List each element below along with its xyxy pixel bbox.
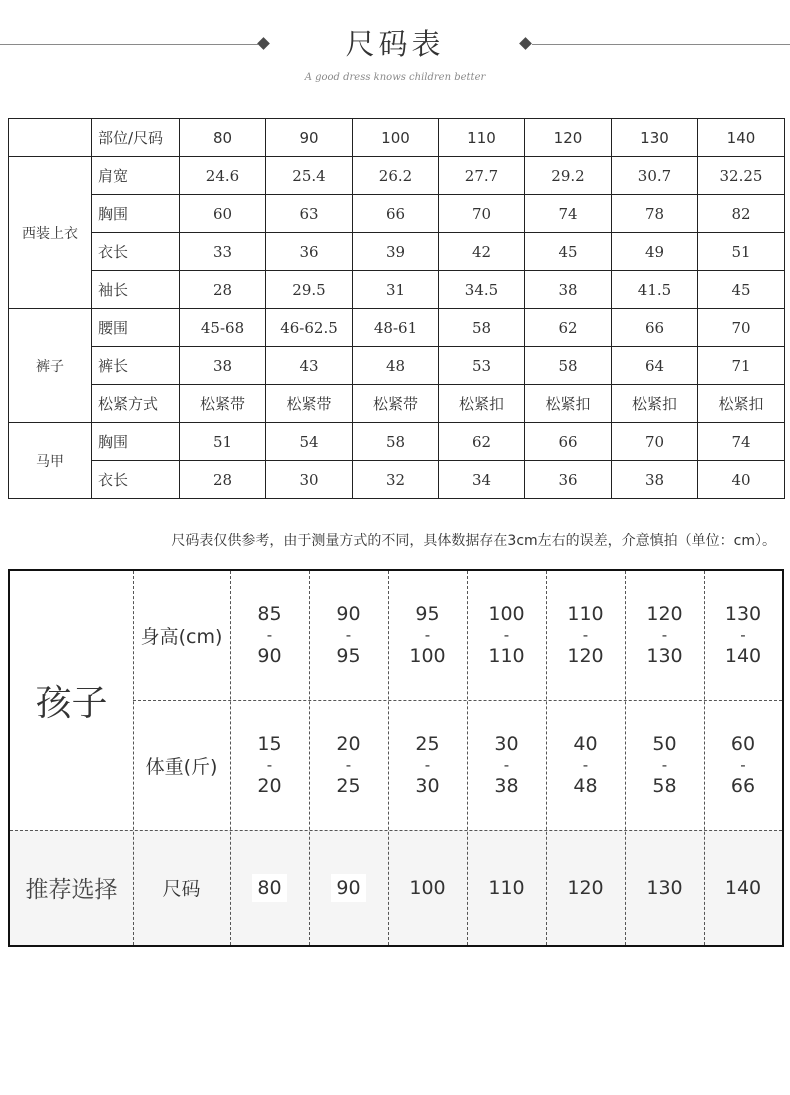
range-dash: - [582, 626, 589, 644]
value-cell: 70 [698, 309, 785, 347]
size-header-cell: 90 [266, 119, 353, 157]
part-cell: 袖长 [92, 271, 180, 309]
range-dash: - [582, 755, 589, 774]
category-cell: 裤子 [9, 309, 92, 423]
table-row [9, 461, 785, 499]
size-header-cell: 80 [180, 119, 266, 157]
range-min: 15 [257, 732, 282, 755]
value-cell: 36 [525, 461, 612, 499]
range-max: 25 [336, 774, 361, 797]
value-cell: 38 [612, 461, 698, 499]
range-min: 85 [257, 603, 282, 625]
value-cell: 63 [266, 195, 353, 233]
table-row [9, 195, 785, 233]
part-size-header: 部位/尺码 [92, 119, 180, 157]
range-max: 100 [409, 645, 446, 667]
value-cell: 48 [353, 347, 439, 385]
weight-range-cell [388, 700, 467, 830]
height-range-cell [309, 571, 388, 700]
range-min: 90 [336, 603, 361, 625]
range-dash: - [424, 755, 431, 774]
range-min: 50 [652, 732, 677, 755]
value-cell: 51 [180, 423, 266, 461]
range-dash: - [345, 755, 352, 774]
part-cell: 胸围 [92, 423, 180, 461]
recommended-size-value: 80 [252, 874, 286, 902]
range-min: 20 [336, 732, 361, 755]
category-cell: 西装上衣 [9, 157, 92, 309]
range-min: 110 [567, 603, 604, 625]
value-cell: 29.2 [525, 157, 612, 195]
value-cell: 松紧扣 [525, 385, 612, 423]
range-dash: - [740, 755, 746, 774]
recommendation-table [8, 569, 784, 947]
value-cell: 62 [525, 309, 612, 347]
part-cell: 胸围 [92, 195, 180, 233]
range-min: 25 [415, 732, 440, 755]
value-cell: 33 [180, 233, 266, 271]
value-cell: 28 [180, 461, 266, 499]
value-cell: 45 [698, 271, 785, 309]
range-max: 58 [652, 774, 677, 797]
recommended-size-value: 140 [724, 876, 762, 899]
value-cell: 松紧带 [266, 385, 353, 423]
value-cell: 松紧带 [353, 385, 439, 423]
range-min: 30 [494, 732, 519, 755]
recommended-size-value: 100 [409, 876, 446, 899]
value-cell: 29.5 [266, 271, 353, 309]
part-cell: 肩宽 [92, 157, 180, 195]
weight-range-cell [467, 700, 546, 830]
range-dash: - [266, 755, 273, 774]
weight-label: 体重(斤) [145, 755, 218, 778]
value-cell: 71 [698, 347, 785, 385]
table-row [9, 233, 785, 271]
value-cell: 53 [439, 347, 525, 385]
range-max: 38 [494, 774, 519, 797]
value-cell: 43 [266, 347, 353, 385]
value-cell: 松紧扣 [612, 385, 698, 423]
size-header-row [9, 119, 785, 157]
value-cell: 78 [612, 195, 698, 233]
size-header-cell: 110 [439, 119, 525, 157]
range-min: 40 [573, 732, 598, 755]
table-row [9, 423, 785, 461]
range-dash: - [503, 755, 510, 774]
value-cell: 62 [439, 423, 525, 461]
value-cell: 46-62.5 [266, 309, 353, 347]
part-cell: 衣长 [92, 461, 180, 499]
weight-range-cell [309, 700, 388, 830]
range-dash: - [503, 626, 510, 644]
value-cell: 34 [439, 461, 525, 499]
table-row [9, 347, 785, 385]
recommended-size-cell [467, 830, 546, 945]
value-cell: 58 [353, 423, 439, 461]
recommended-size-value: 120 [567, 876, 604, 899]
child-label: 孩子 [35, 683, 108, 724]
value-cell: 41.5 [612, 271, 698, 309]
recommend-label: 推荐选择 [25, 877, 118, 903]
value-cell: 38 [525, 271, 612, 309]
weight-range-cell [625, 700, 704, 830]
value-cell: 45 [525, 233, 612, 271]
size-header-cell: 120 [525, 119, 612, 157]
value-cell: 42 [439, 233, 525, 271]
range-max: 66 [730, 774, 756, 797]
recommended-size-value: 110 [488, 876, 525, 899]
weight-range-cell [546, 700, 625, 830]
range-dash: - [424, 626, 431, 644]
table-row [9, 271, 785, 309]
range-dash: - [740, 626, 746, 644]
value-cell: 60 [180, 195, 266, 233]
size-header-cell: 140 [698, 119, 785, 157]
value-cell: 39 [353, 233, 439, 271]
value-cell: 31 [353, 271, 439, 309]
value-cell: 松紧扣 [439, 385, 525, 423]
value-cell: 70 [612, 423, 698, 461]
header-rule-right [532, 44, 790, 45]
height-range-cell [704, 571, 782, 700]
height-label: 身高(cm) [140, 626, 223, 648]
size-label: 尺码 [162, 878, 201, 900]
value-cell: 32 [353, 461, 439, 499]
height-range-cell [388, 571, 467, 700]
value-cell: 48-61 [353, 309, 439, 347]
value-cell: 24.6 [180, 157, 266, 195]
size-header-cell: 130 [612, 119, 698, 157]
range-max: 120 [567, 645, 604, 667]
range-min: 130 [724, 603, 762, 625]
value-cell: 58 [525, 347, 612, 385]
size-header-cell: 100 [353, 119, 439, 157]
part-cell: 衣长 [92, 233, 180, 271]
value-cell: 51 [698, 233, 785, 271]
value-cell: 32.25 [698, 157, 785, 195]
range-min: 60 [730, 732, 756, 755]
range-max: 48 [573, 774, 598, 797]
value-cell: 58 [439, 309, 525, 347]
value-cell: 70 [439, 195, 525, 233]
value-cell: 82 [698, 195, 785, 233]
table-row [9, 385, 785, 423]
measurement-note: 尺码表仅供参考，由于测量方式的不同，具体数据存在3cm左右的误差，介意慎拍（单位：cm）。 [171, 533, 776, 549]
recommended-size-cell [625, 830, 704, 945]
value-cell: 38 [180, 347, 266, 385]
category-cell: 马甲 [9, 423, 92, 499]
value-cell: 松紧扣 [698, 385, 785, 423]
range-dash: - [661, 755, 668, 774]
recommended-size-cell [230, 830, 309, 945]
range-min: 120 [646, 603, 683, 625]
page-subtitle: A good dress knows children better [304, 72, 486, 83]
value-cell: 40 [698, 461, 785, 499]
range-min: 100 [488, 603, 525, 625]
range-max: 90 [257, 645, 282, 667]
recommended-size-cell [309, 830, 388, 945]
range-dash: - [661, 626, 668, 644]
size-table [8, 118, 785, 499]
value-cell: 松紧带 [180, 385, 266, 423]
value-cell: 27.7 [439, 157, 525, 195]
weight-range-cell [230, 700, 309, 830]
range-max: 20 [257, 774, 282, 797]
value-cell: 66 [525, 423, 612, 461]
weight-range-cell [704, 700, 782, 830]
recommended-size-cell [388, 830, 467, 945]
range-dash: - [266, 626, 273, 644]
value-cell: 36 [266, 233, 353, 271]
range-dash: - [345, 626, 352, 644]
height-range-cell [625, 571, 704, 700]
part-cell: 裤长 [92, 347, 180, 385]
recommended-size-cell [704, 830, 782, 945]
height-range-cell [467, 571, 546, 700]
range-max: 140 [724, 645, 762, 667]
value-cell: 49 [612, 233, 698, 271]
range-max: 130 [646, 645, 683, 667]
value-cell: 54 [266, 423, 353, 461]
part-cell: 腰围 [92, 309, 180, 347]
range-max: 30 [415, 774, 440, 797]
range-max: 110 [488, 645, 525, 667]
part-cell: 松紧方式 [92, 385, 180, 423]
value-cell: 64 [612, 347, 698, 385]
value-cell: 26.2 [353, 157, 439, 195]
value-cell: 66 [612, 309, 698, 347]
range-max: 95 [336, 645, 361, 667]
page-header [0, 0, 790, 100]
table-row [9, 309, 785, 347]
page-title: 尺码表 [345, 27, 445, 61]
corner-cell [9, 119, 92, 157]
recommended-size-cell [546, 830, 625, 945]
value-cell: 34.5 [439, 271, 525, 309]
value-cell: 66 [353, 195, 439, 233]
value-cell: 30.7 [612, 157, 698, 195]
recommended-size-value: 130 [646, 876, 683, 899]
height-range-cell [230, 571, 309, 700]
value-cell: 45-68 [180, 309, 266, 347]
value-cell: 25.4 [266, 157, 353, 195]
range-min: 95 [415, 603, 440, 625]
table-row [9, 157, 785, 195]
height-range-cell [546, 571, 625, 700]
recommended-size-value: 90 [331, 874, 365, 902]
value-cell: 74 [698, 423, 785, 461]
value-cell: 28 [180, 271, 266, 309]
value-cell: 74 [525, 195, 612, 233]
value-cell: 30 [266, 461, 353, 499]
